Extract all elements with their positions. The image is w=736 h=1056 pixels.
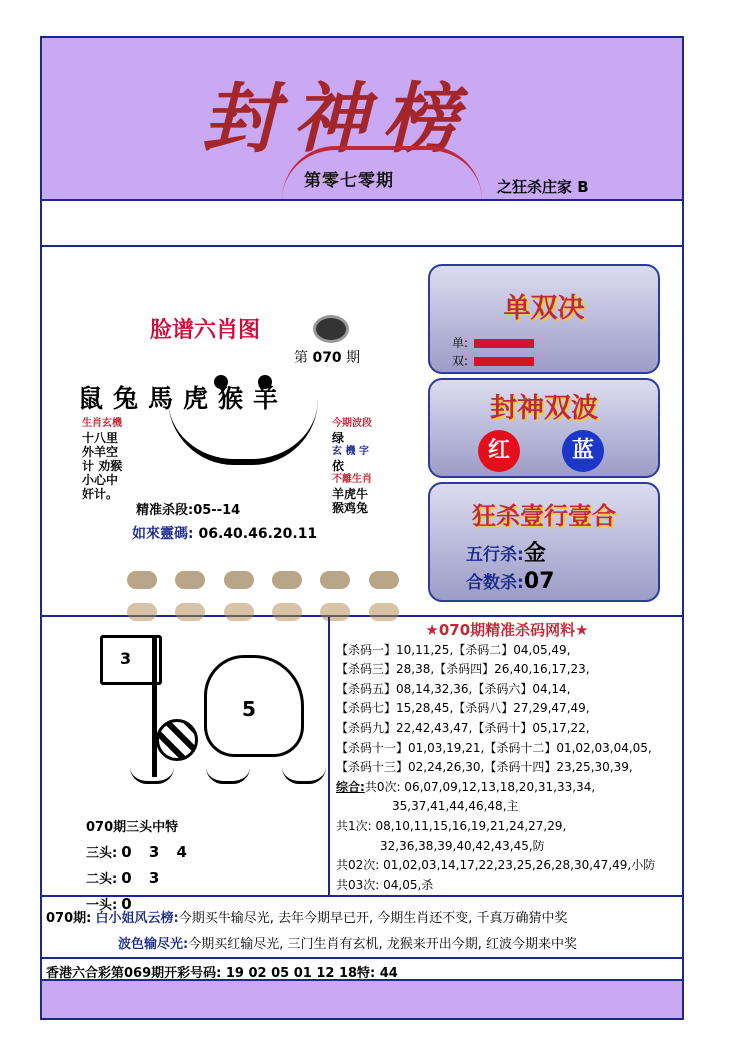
lucky-code: 如來靈碼: 06.40.46.20.11 (132, 526, 318, 542)
lottery-result: 香港六合彩第069期开彩号码: 19 02 05 01 12 18特: 44 (42, 959, 682, 981)
wuxing-kill: 五行杀:金 (466, 541, 546, 566)
middle-section (42, 247, 682, 617)
left-hint-column (82, 417, 128, 501)
ball-icon (156, 719, 198, 761)
zodiac-keep-tag: 不離生肖 (332, 474, 372, 485)
blank-strip (42, 201, 682, 247)
header-banner (42, 38, 682, 201)
right-hint-column (332, 417, 378, 515)
kill-code-row: 【杀码一】10,11,25,【杀码二】04,05,49, (336, 642, 571, 657)
left-hint-tag: 生肖玄機 (82, 418, 122, 429)
kill-segment: 精准杀段:05--14 (136, 503, 241, 518)
blue-wave-badge: 蓝 (562, 430, 604, 472)
face-title: 脸谱六肖图 (150, 318, 261, 343)
smile-mouth (168, 399, 318, 465)
five-element-card (428, 482, 660, 602)
kill-codes-panel (336, 621, 678, 895)
double-row: 双: (452, 352, 534, 369)
header-subtitle: 之狂杀庄家 B (497, 178, 589, 196)
left-hint-text-b: 十八里外羊空计 (82, 431, 119, 473)
wave-value: 绿 (332, 431, 345, 445)
compass-icon (313, 315, 349, 343)
three-heads-title: 070期三头中特 (86, 820, 179, 835)
red-wave-badge: 红 (478, 430, 520, 472)
summary-row: 共02次: 01,02,03,14,17,22,23,25,26,28,30,47,49,小防 (336, 858, 656, 873)
poem-row2: 波色输尽光:今期买红输尽光, 三门生肖有玄机, 龙猴来开出今期, 红波今期来中奖 (118, 937, 577, 952)
three-heads-row2: 二头: 0 3 (86, 869, 166, 887)
footer-poems (42, 897, 682, 959)
footer-band (42, 981, 682, 1018)
face-issue: 第 070 期 (294, 350, 361, 366)
animal-illustrations-row1 (118, 571, 408, 597)
wave-card (428, 378, 660, 478)
flag-number: 3 (120, 649, 132, 668)
kill-codes-title: ★070期精准杀码网料★ (425, 621, 589, 639)
grass-icon (130, 767, 174, 784)
kill-code-row: 【杀码九】22,42,43,47,【杀码十】05,17,22, (336, 720, 590, 735)
kill-code-row: 【杀码五】08,14,32,36,【杀码六】04,14, (336, 681, 571, 696)
page-frame (40, 36, 684, 1020)
single-double-title: 单双决 (503, 293, 585, 324)
summary-row: 共1次: 08,10,11,15,16,19,21,24,27,29, (336, 818, 567, 833)
kill-code-row: 【杀码三】28,38,【杀码四】26,40,16,17,23, (336, 662, 590, 677)
summary-row: 共03次: 04,05,杀 (336, 877, 434, 892)
heshu-kill: 合数杀:07 (466, 569, 555, 594)
mystery-word-value: 依 (332, 459, 345, 473)
flag-pole (152, 637, 157, 777)
three-heads-row1: 一头: 0 (86, 895, 138, 913)
single-double-card (428, 264, 660, 374)
wave-title: 封神双波 (490, 393, 598, 424)
vertical-divider (328, 617, 330, 897)
kill-code-row: 【杀码十一】01,03,19,21,【杀码十二】01,02,03,04,05, (336, 740, 652, 755)
kill-code-row: 【杀码七】15,28,45,【杀码八】27,29,47,49, (336, 701, 590, 716)
issue-number: 第零七零期 (304, 171, 394, 191)
riddle-picture (86, 627, 316, 799)
single-row: 单: (452, 334, 534, 351)
summary-row: 35,37,41,44,46,48,主 (392, 799, 519, 814)
face-panel (78, 313, 418, 557)
summary-row: 综合:共0次: 06,07,09,12,13,18,20,31,33,34, (336, 779, 596, 794)
summary-row: 32,36,38,39,40,42,43,45,防 (380, 838, 545, 853)
mystery-word-tag: 玄 機 字 (332, 446, 369, 457)
zodiac-keep-value: 羊虎牛猴鸡兔 (332, 487, 369, 515)
grass-icon (206, 767, 250, 784)
wave-tag: 今期波段 (332, 418, 372, 429)
lower-section (42, 617, 682, 913)
kill-code-row: 【杀码十三】02,24,26,30,【杀码十四】23,25,30,39, (336, 760, 633, 775)
zodiac-animals: 鼠兔馬虎猴羊 (78, 384, 289, 413)
page-title: 封神榜 (202, 74, 472, 163)
double-bar (474, 357, 534, 366)
left-hint-text-a: 劝猴小心中奸计。 (82, 459, 123, 501)
three-heads-row3: 三头: 0 3 4 (86, 843, 193, 861)
rooster-number: 5 (242, 697, 256, 721)
grass-icon (282, 767, 326, 784)
poem-row1: 070期: 白小姐风云榜:今期买牛输尽光, 去年今期早已开, 今期生肖还不变, 千真万确猜中奖 (46, 911, 568, 926)
five-element-title: 狂杀壹行壹合 (472, 502, 616, 530)
single-bar (474, 339, 534, 348)
